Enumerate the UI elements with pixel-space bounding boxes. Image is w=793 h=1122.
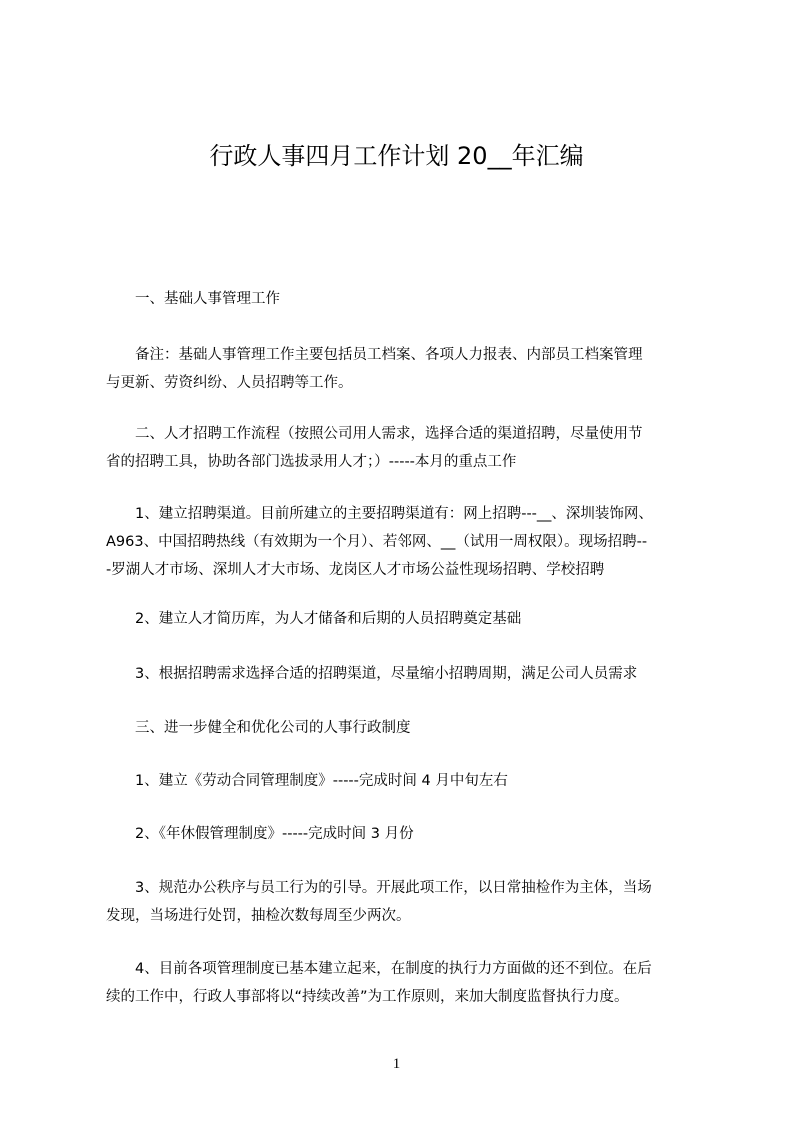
text-line: 4、目前各项管理制度已基本建立起来，在制度的执行力方面做的还不到位。在后 [106, 961, 652, 977]
paragraph-annual-leave [106, 820, 706, 848]
paragraph-office-order [106, 874, 706, 930]
paragraph-resume-bank [106, 605, 706, 633]
text-line: 与更新、劳资纠纷、人员招聘等工作。 [106, 375, 353, 391]
text-line: 三、进一步健全和优化公司的人事行政制度 [106, 720, 411, 736]
text-line: 备注：基础人事管理工作主要包括员工档案、各项人力报表、内部员工档案管理 [106, 347, 643, 363]
section-2-heading [106, 420, 706, 476]
text-line: A963、中国招聘热线（有效期为一个月）、若邻网、__（试用一周权限）。现场招聘-- [106, 534, 648, 550]
text-line: 续的工作中，行政人事部将以“持续改善”为工作原则，来加大制度监督执行力度。 [106, 989, 629, 1005]
text-line: 2、《年休假管理制度》-----完成时间 3 月份 [106, 826, 414, 842]
section-3-heading [106, 714, 706, 742]
text-line: 1、建立《劳动合同管理制度》-----完成时间 4 月中旬左右 [106, 773, 508, 789]
document-title: 行政人事四月工作计划 20__年汇编 [209, 142, 584, 170]
text-line: 一、基础人事管理工作 [106, 291, 280, 307]
paragraph-channel-select [106, 660, 706, 688]
paragraph-recruit-channels [106, 500, 706, 584]
text-line: 3、规范办公秩序与员工行为的引导。开展此项工作，以日常抽检作为主体，当场 [106, 880, 652, 896]
paragraph-note [106, 341, 706, 397]
text-line: 二、人才招聘工作流程（按照公司用人需求，选择合适的渠道招聘，尽量使用节 [106, 426, 643, 442]
paragraph-labor-contract [106, 767, 706, 795]
text-line: 发现，当场进行处罚，抽检次数每周至少两次。 [106, 908, 411, 924]
page-number: 1 [392, 1056, 401, 1072]
section-1-heading [106, 285, 706, 313]
text-line: 2、建立人才简历库，为人才储备和后期的人员招聘奠定基础 [106, 611, 522, 627]
text-line: 3、根据招聘需求选择合适的招聘渠道，尽量缩小招聘周期，满足公司人员需求 [106, 666, 638, 682]
text-line: 省的招聘工具，协助各部门选拔录用人才；）-----本月的重点工作 [106, 454, 517, 470]
text-line: 1、建立招聘渠道。目前所建立的主要招聘渠道有：网上招聘---__、深圳装饰网、 [106, 506, 653, 522]
text-line: -罗湖人才市场、深圳人才大市场、龙岗区人才市场公益性现场招聘、学校招聘 [106, 562, 605, 578]
paragraph-system-execution [106, 955, 706, 1011]
